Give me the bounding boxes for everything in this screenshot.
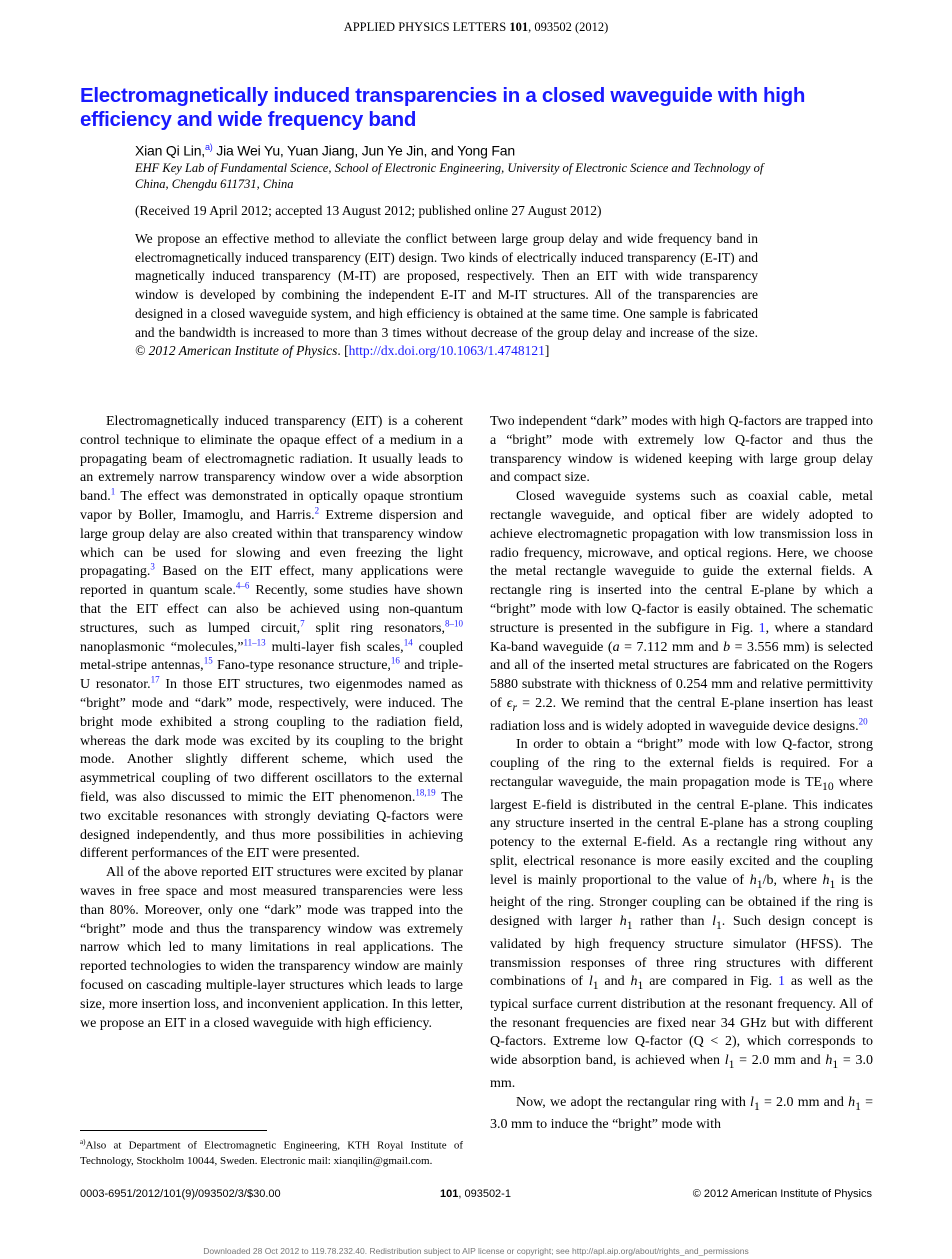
abstract-copyright: © 2012 American Institute of Physics [135,343,338,359]
text: = 3.556 mm) is selected and all of the inserted metal structures are fabricated on the Rogers 5880 substrate with thickness of 0.254 mm and relative permittivity of [490,639,873,711]
doi-link[interactable]: http://dx.doi.org/10.1063/1.4748121 [348,343,545,359]
paragraph-adopt [490,1094,873,1135]
var-b: b [723,639,731,655]
citation-link[interactable]: 4–6 [235,580,250,591]
text: /b, where [762,872,823,888]
var-l: l [724,1053,729,1069]
text: = 2.0 mm and [759,1094,849,1110]
subscript: 10 [822,779,834,793]
citation-link[interactable]: 7 [300,618,305,629]
subscript: 1 [829,877,836,891]
text: Electromagnetically induced transparency (EIT) is a coherent control technique to eliminate the opaque effect of a medium in a propagating beam of electromagnetic radiation. It usually leads to an extremely narrow transparency window over a wide absorption band. [80,414,463,505]
citation-link[interactable]: 15 [203,655,213,666]
footnote-mark: a) [80,1138,86,1146]
paragraph-intro [80,413,463,864]
citation-link[interactable]: 11–13 [243,636,266,647]
received-dates: (Received 19 April 2012; accepted 13 August 2012; published online 27 August 2012) [135,203,602,218]
text: coupled metal-stripe antennas, [80,639,463,674]
subscript: 1 [637,979,644,993]
abstract-text: We propose an effective method to alleviate the conflict between large group delay and wide frequency band in electromagnetically induced transparency (EIT) design. Two kinds of electrically induced transparency (E-IT) and magnetically induced transparency (M-IT) are proposed, respectively. Then an EIT with wide transparency window is developed by combining the independent E-IT and M-IT structures. All of the transparencies are designed in a closed waveguide system, and high efficiency is obtained at the same time. One sample is fabricated and the bandwidth is increased to more than 3 times without decrease of the group delay and increase of the size. [135,231,758,340]
text: Based on the EIT effect, many applications were reported in quantum scale. [80,564,463,599]
var-epsilon: ϵ [506,695,513,711]
text: are compared in Fig. [643,974,778,990]
citation-link[interactable]: 2 [314,505,320,516]
text: = 3.0 mm. [490,1053,873,1091]
text: In order to obtain a “bright” mode with low Q-factor, strong coupling of the ring to the external fields is required. For a rectangular waveguide, the main propagation mode is TE [490,737,873,790]
text: = 2.0 mm and [734,1053,826,1069]
citation-link[interactable]: 20 [858,715,868,726]
subscript: 1 [855,1099,861,1113]
author-first: Xian Qi Lin, [135,142,205,159]
text: and [598,974,631,990]
abstract: We propose an effective method to alleviate the conflict between large group delay and wide frequency band in electromagnetically induced transparency (EIT) design. Two kinds of electrically induced transparency (E-IT) and magnetically induced transparency (M-IT) are proposed, respectively. Then an EIT with wide transparency window is developed by combining the independent E-IT and M-IT structures. All of the transparencies are designed in a closed waveguide system, and high efficiency is obtained at the same time. One sample is fabricated and the bandwidth is increased to more than 3 times without decrease of the group delay and increase of the size. © 2012 American Institute of Physics. [http://dx.doi.org/10.1063/1.4748121] [135,231,758,359]
text: Fano-type resonance structure, [212,658,391,674]
paragraph-continued: Two independent “dark” modes with high Q-factors are trapped into a “bright” mode with extremely low Q-factor and thus the transparency window is widened keeping with large group delay and compact size. [490,414,873,486]
footer-copyright: © 2012 American Institute of Physics [692,1188,872,1200]
figure-link[interactable]: 1 [778,974,785,990]
text: as well as the typical surface current distribution at the resonant frequency. All of the resonant frequencies are fixed near 34 GHz but with different Q-factors. Extreme low Q-factor (Q < 2), which corresponds to wide absorption band, is achieved when [490,974,873,1069]
text: , where a standard Ka-band waveguide ( [490,620,873,655]
footnote [80,1135,463,1169]
citation-link[interactable]: 14 [403,636,413,647]
citation-link[interactable]: 16 [390,655,400,666]
footer-page-number: , 093502-1 [458,1188,511,1200]
journal-volume: 101 [509,20,529,34]
citation-link[interactable]: 8–10 [445,618,463,629]
journal-header [0,20,952,35]
citation-link[interactable]: 1 [110,486,116,497]
text: split ring resonators, [304,620,445,636]
figure-link[interactable]: 1 [758,620,766,636]
text: rather than [632,914,713,930]
subscript: 1 [728,1058,735,1072]
citation-link[interactable]: 3 [150,561,155,572]
subscript: 1 [592,979,599,993]
right-column [490,413,873,1135]
text: In those EIT structures, two eigenmodes named as “bright” mode and “dark” mode, respectively, were induced. The bright mode exhibited a strong coupling to the radiation field, whereas the dark mode was excited by its coupling to the bright mode. Another slightly different scheme, which used the asymmetrical coupling of two different oscillators to the external field, was also discussed to mimic the EIT phenomenon. [80,677,463,805]
var-l: l [712,914,716,930]
text: = 3.0 mm to induce the “bright” mode with [490,1094,874,1133]
citation-link[interactable]: 18,19 [415,787,436,798]
text: and triple-U resonator. [80,658,463,693]
text: = 2.2. We remind that the central E-plane insertion has least radiation loss and is widely adopted in waveguide device designs. [490,695,873,734]
var-subscript: r [512,700,517,714]
article-number: , 093502 (2012) [528,20,609,34]
paragraph-waveguide [490,488,873,736]
text: The two excitable resonances with strongly deviating Q-factors were designed independently, and thus more possibilities in achieving different performances of the EIT were presented. [80,789,463,862]
text: where largest E-field is distributed in the central E-plane. This indicates any structure inserted in the central E-plane has a strong coupling potency to the external E-field. As a rectangle ring without any split, electrical resonance is more easily excited and the coupling level is mainly proportional to the value of [490,774,874,888]
subscript: 1 [753,1099,760,1113]
paragraph-prior-work: All of the above reported EIT structures were excited by planar waves in free space and most measured transparencies were less than 80%. Moreover, only one “dark” mode was trapped into the “bright” mode and thus the transparency window was extremely narrow which led to many limitations in real applications. The reported technologies to widen the transparency window are mainly focused on cascading multiple-layer structures which leads to large size, more insertion loss, and inconvenient application. In this letter, we propose an EIT in a closed waveguide with high efficiency. [80,865,463,1031]
text: nanoplasmonic “molecules,” [80,639,244,655]
footnote-mark-link[interactable]: a) [204,142,213,152]
var-l: l [750,1094,754,1110]
var-h: h [630,974,638,990]
subscript: 1 [832,1058,839,1072]
var-l: l [588,974,593,990]
var-h: h [848,1094,856,1110]
citation-link[interactable]: 17 [150,674,160,685]
text: Recently, some studies have shown that the EIT effect can also be achieved using non-quantum structures, such as lumped circuit, [80,583,463,636]
author-rest: Jia Wei Yu, Yuan Jiang, Jun Ye Jin, and Yong Fan [212,142,515,159]
subscript: 1 [626,918,633,932]
text: Now, we adopt the rectangular ring with [516,1094,751,1110]
text: . Such design concept is validated by high frequency structure simulator (HFSS). The transmission responses of three ring structures with different combinations of [490,914,873,990]
author-list [135,142,515,159]
footnote-text: Also at Department of Electromagnetic Engineering, KTH Royal Institute of Technology, Stockholm 10044, Sweden. Electronic mail: xianqilin@gmail.com. [80,1139,463,1167]
text: Closed waveguide systems such as coaxial cable, metal rectangle waveguide, and optical fiber are widely adopted to achieve electromagnetic propagation with low transmission loss in radio frequency, microwave, and optical regions. Here, we choose the metal rectangle waveguide to guide the external fields. A rectangle ring is inserted into the central E-plane by which a “bright” mode with low Q-factor is easily obtained. The schematic structure is presented in the subfigure in Fig. [490,489,873,636]
paragraph-bright-mode [490,736,873,1093]
text: Extreme dispersion and large group delay are also created within that transparency window which can be used for slowing and even freezing the light propagating. [80,507,463,580]
var-h: h [749,872,757,888]
journal-name: APPLIED PHYSICS LETTERS [343,20,507,34]
text: The effect was demonstrated in optically opaque strontium vapor by Boller, Imamoglu, and Harris. [80,489,463,523]
text: = 7.112 mm and [619,639,724,655]
text: multi-layer fish scales, [265,639,404,655]
left-column [80,413,463,1033]
var-h: h [822,872,830,888]
download-notice: Downloaded 28 Oct 2012 to 119.78.232.40. Redistribution subject to AIP license or copyright; see http://apl.aip.org/about/rights_and_permissions [203,1246,749,1256]
footer-page [440,1188,511,1200]
var-a: a [612,639,620,655]
var-h: h [619,914,627,930]
paper-title: Electromagnetically induced transparencies in a closed waveguide with high efficiency and wide frequency band [80,84,806,131]
affiliation: EHF Key Lab of Fundamental Science, School of Electronic Engineering, University of Electronic Science and Technology of China, Chengdu 611731, China [135,161,764,191]
subscript: 1 [756,877,763,891]
footnote-divider [80,1130,267,1131]
footer-volume: 101 [440,1188,459,1200]
footer-issn: 0003-6951/2012/101(9)/093502/3/$30.00 [80,1188,281,1200]
subscript: 1 [715,918,722,932]
var-h: h [825,1053,833,1069]
text: is the height of the ring. Stronger coupling can be obtained if the ring is designed with larger [490,872,873,930]
